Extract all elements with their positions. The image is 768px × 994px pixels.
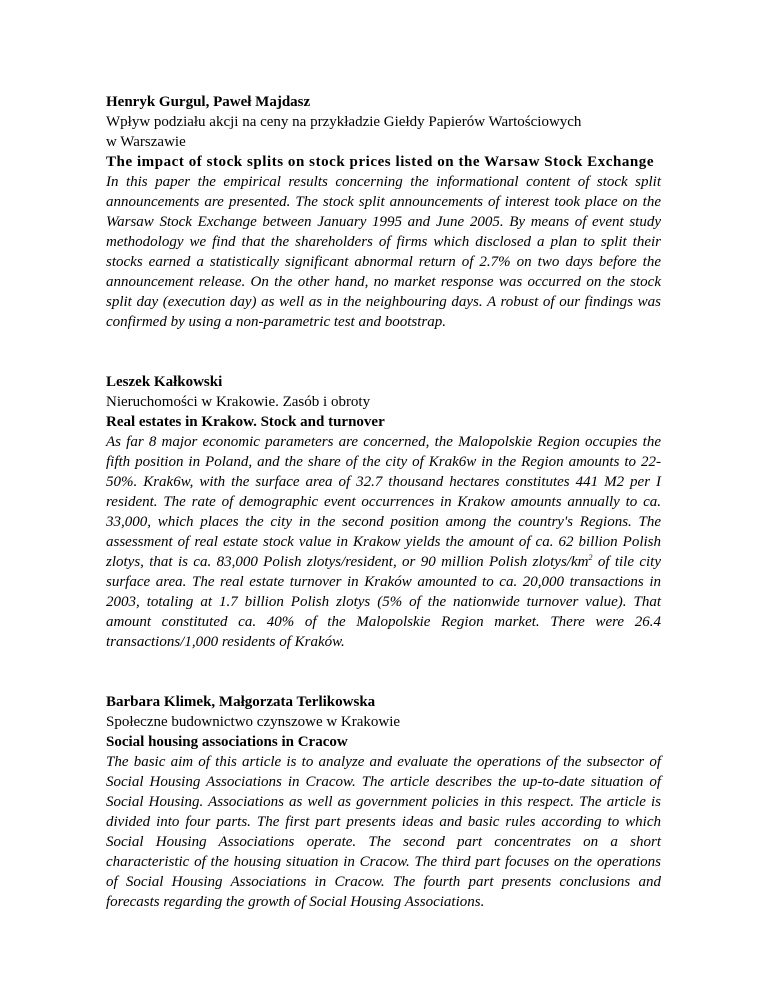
polish-title-line-2: w Warszawie — [106, 134, 186, 150]
article-english-title: Social housing associations in Cracow — [106, 734, 348, 750]
abstract-text-part-1: As far 8 major economic parameters are concerned, the Malopolskie Region occupies the fifth position in Poland, and the share of the city of Krak6w in the Region amounts to 22-50%. Krak6w, with the surface area of 32.7 thousand hectares constitutes 441 M2 per I resident. The rate of demographic event occurrences in Krakow amounts annually to ca. 33,000, which places the city in the second position among the country's Regions. The assessment of real estate stock value in Krakow yields the amount of ca. 62 billion Polish zlotys, that is ca. 83,000 Polish zlotys/resident, or 90 million Polish zlotys/km — [106, 434, 661, 570]
article-authors: Leszek Kałkowski — [106, 374, 223, 390]
article-abstract: The basic aim of this article is to analyze and evaluate the operations of the subsector of Social Housing Associations in Cracow. The article describes the up-to-date situation of Social Housing. Associations as well as government policies in this respect. The article is divided into four parts. The first part presents ideas and basic rules according to which Social Housing Associations operate. The second part concentrates on a short characteristic of the housing situation in Cracow. The third part focuses on the operations of Social Housing Associations in Cracow. The fourth part presents conclusions and forecasts regarding the growth of Social Housing Associations. — [106, 754, 661, 910]
article-polish-title: Nieruchomości w Krakowie. Zasób i obroty — [106, 394, 371, 410]
article-entry-kalkowski — [106, 372, 661, 652]
superscript-exponent: 2 — [588, 553, 593, 562]
article-english-title: Real estates in Krakow. Stock and turnover — [106, 414, 385, 430]
article-abstract — [106, 432, 661, 652]
article-entry-klimek-terlikowska — [106, 692, 661, 912]
article-english-title: The impact of stock splits on stock prices listed on the Warsaw Stock Exchange — [106, 154, 655, 170]
document-page — [106, 92, 661, 912]
article-abstract: In this paper the empirical results concerning the informational content of stock split announcements are presented. The stock split announcements of interest took place on the Warsaw Stock Exchange between January 1995 and June 2005. By means of event study methodology we find that the shareholders of firms which disclosed a plan to split their stocks earned a statistically significant abnormal return of 2.7% on two days before the announcement release. On the other hand, no market response was occurred on the stock split day (execution day) as well as in the neighbouring days. A robust of our findings was confirmed by using a non-parametric test and bootstrap. — [106, 174, 661, 330]
article-polish-title: Społeczne budownictwo czynszowe w Krakowie — [106, 714, 401, 730]
article-polish-title — [106, 112, 661, 152]
article-authors: Barbara Klimek, Małgorzata Terlikowska — [106, 694, 376, 710]
article-authors: Henryk Gurgul, Paweł Majdasz — [106, 94, 311, 110]
polish-title-line-1: Wpływ podziału akcji na ceny na przykładzie Giełdy Papierów Wartościowych — [106, 114, 582, 130]
article-entry-gurgul-majdasz — [106, 92, 661, 332]
abstract-text-part-2: of tile city surface area. The real estate turnover in Kraków amounted to ca. 20,000 transactions in 2003, totaling at 1.7 billion Polish zlotys (5% of the nationwide turnover value). That amount constituted ca. 40% of the Malopolskie Region market. There were 26.4 transactions/1,000 residents of Kraków. — [106, 554, 661, 650]
